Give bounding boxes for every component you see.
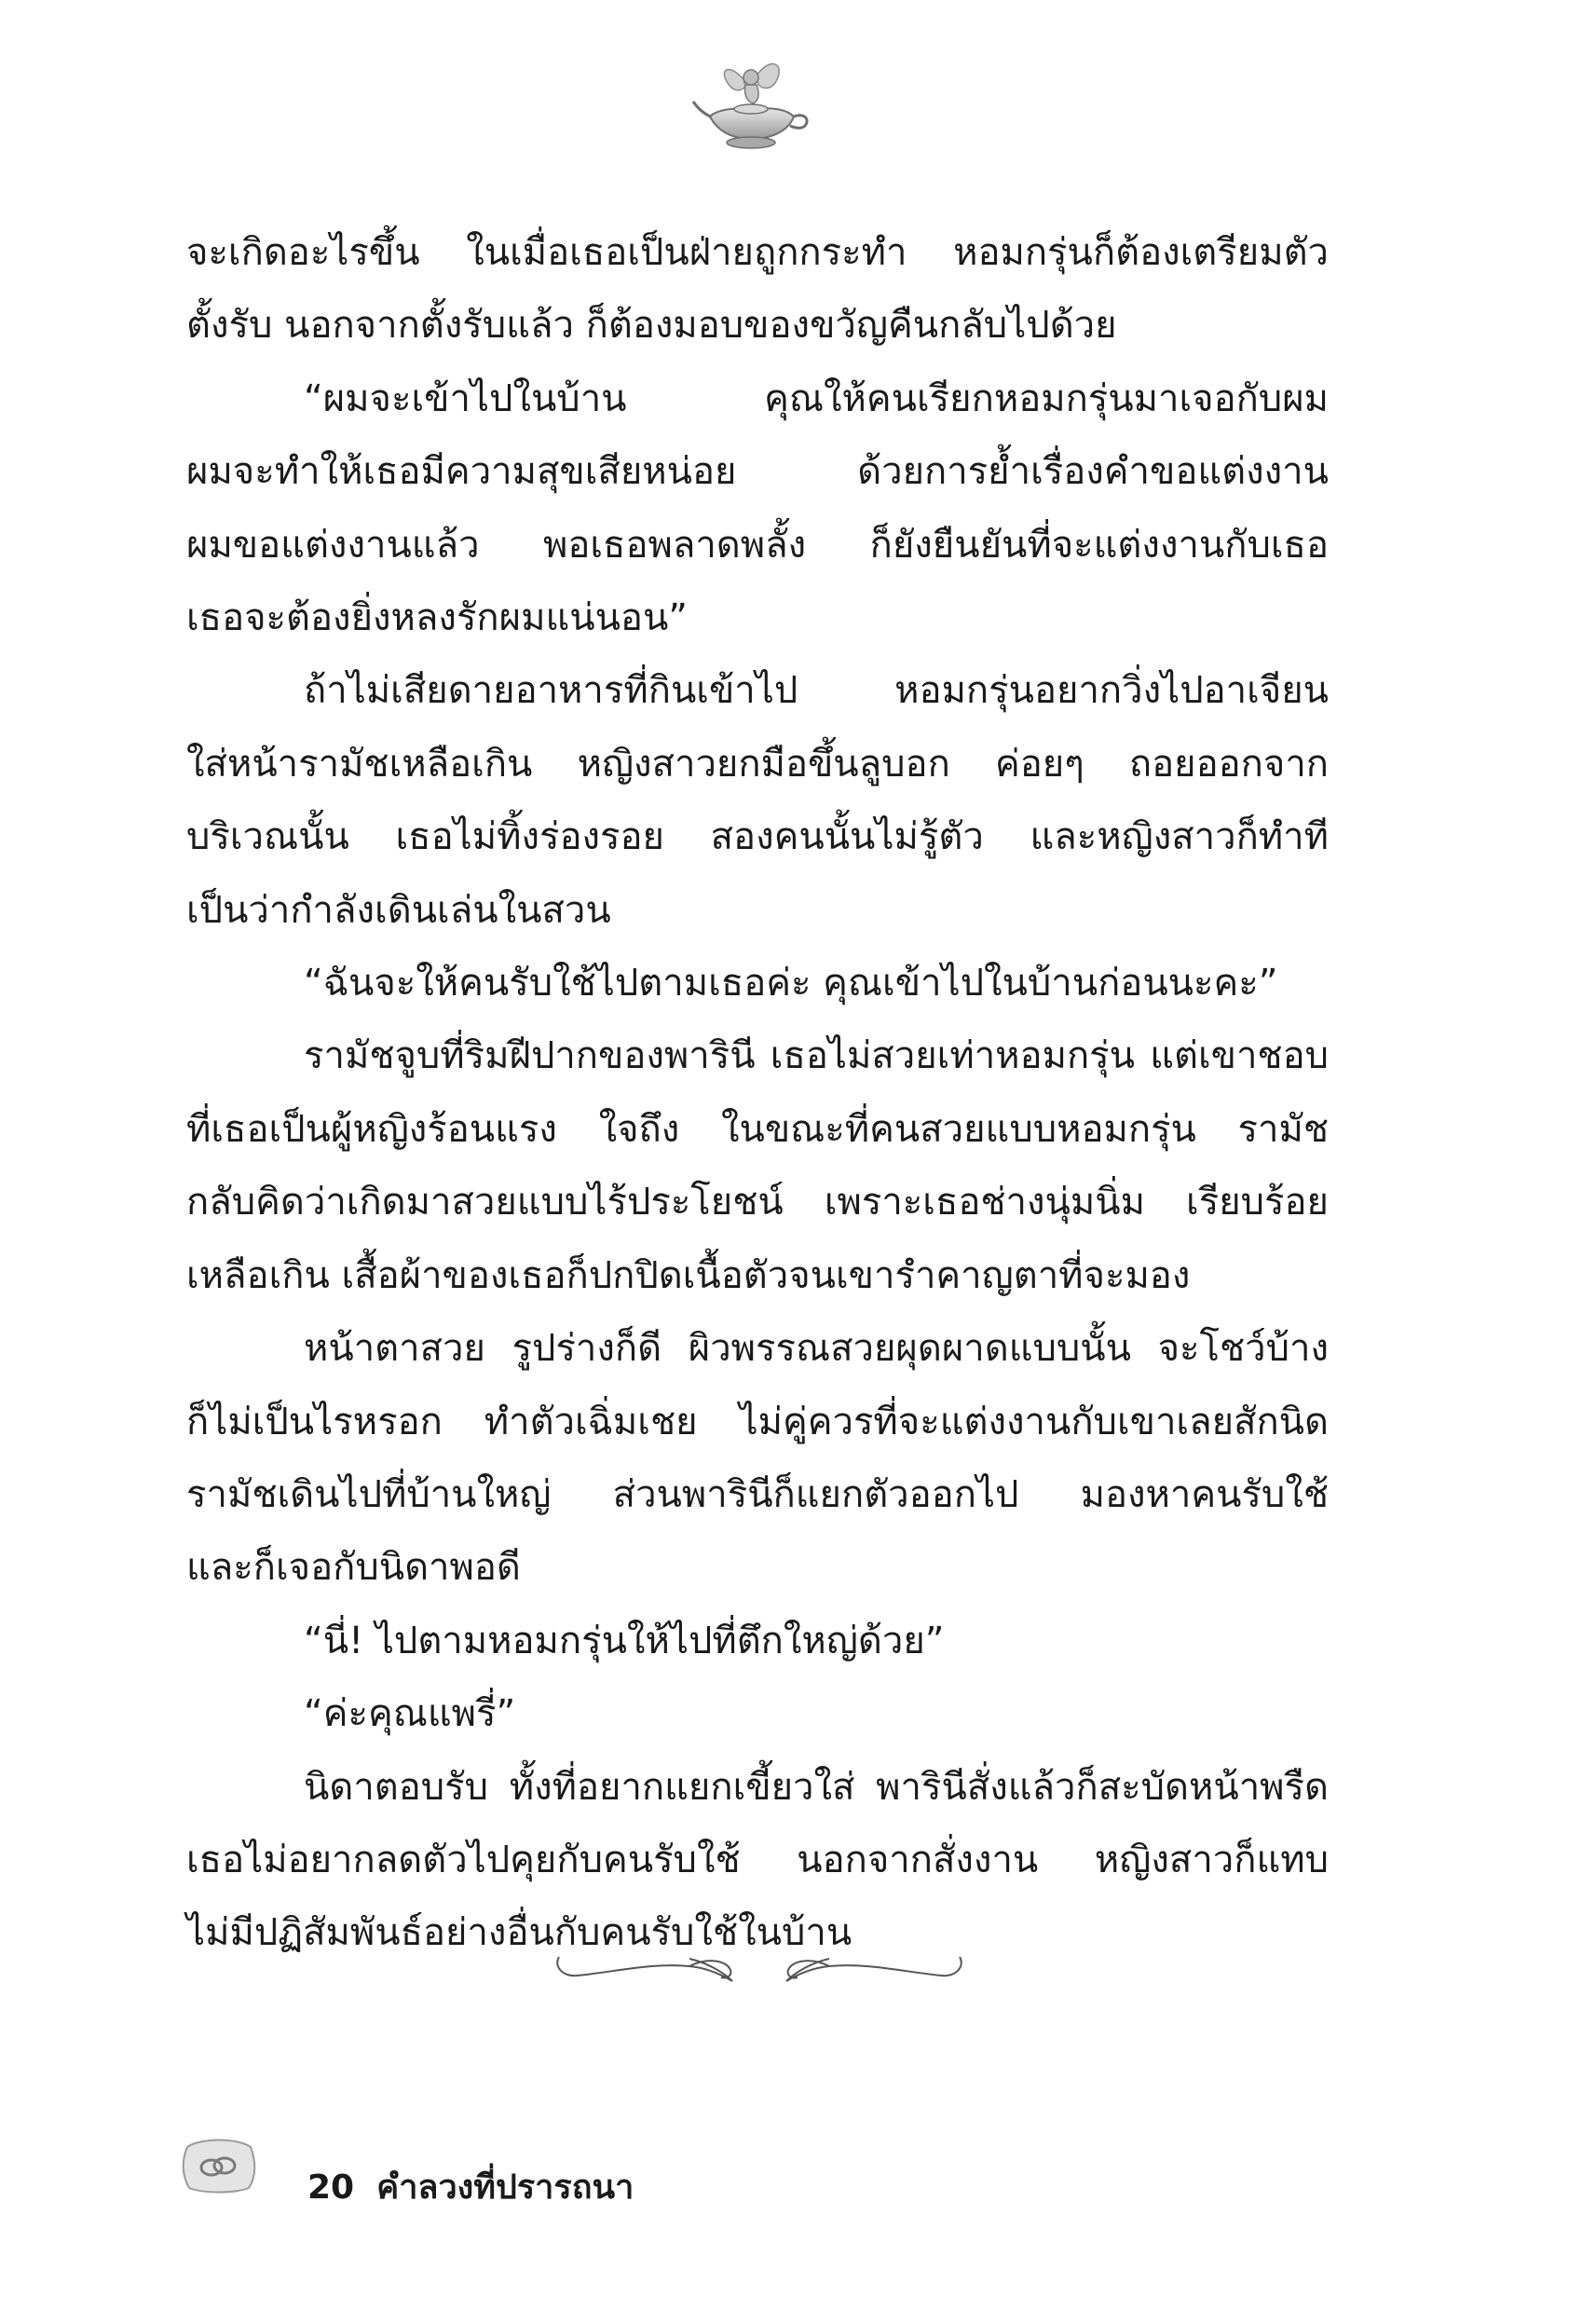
text-line: หน้าตาสวย รูปร่างก็ดี ผิวพรรณสวยผุดผาดแบบนั้น จะโชว์บ้าง: [304, 1327, 1329, 1371]
text-line: และก็เจอกับนิดาพอดี: [186, 1546, 521, 1590]
book-title: คำลวงที่ปรารถนา: [376, 2168, 634, 2207]
text-line: “นี่! ไปตามหอมกรุ่นให้ไปที่ตึกใหญ่ด้วย”: [304, 1619, 945, 1662]
page-number: 20: [307, 2168, 355, 2207]
text-line: “ค่ะคุณแพรี่”: [304, 1692, 516, 1736]
text-line: กลับคิดว่าเกิดมาสวยแบบไร้ประโยชน์ เพราะเธอช่างนุ่มนิ่ม เรียบร้อย: [186, 1181, 1329, 1224]
flourish-divider-icon: [550, 1938, 969, 1990]
text-line: เป็นว่ากำลังเดินเล่นในสวน: [186, 888, 611, 932]
cupid-lamp-icon: [689, 51, 820, 154]
body-text: [186, 216, 1329, 1970]
text-line: “ผมจะเข้าไปในบ้าน คุณให้คนเรียกหอมกรุ่นมาเจอกับผม: [304, 376, 1329, 420]
text-line: เธอไม่อยากลดตัวไปคุยกับคนรับใช้ นอกจากสั่งงาน หญิงสาวก็แทบ: [186, 1838, 1329, 1881]
page-footer: [307, 2160, 634, 2213]
rings-pillow-icon: [182, 2134, 256, 2195]
text-line: ผมขอแต่งงานแล้ว พอเธอพลาดพลั้ง ก็ยังยืนยันที่จะแต่งงานกับเธอ: [186, 523, 1329, 567]
text-line: เหลือเกิน เสื้อผ้าของเธอก็ปกปิดเนื้อตัวจนเขารำคาญตาที่จะมอง: [186, 1253, 1191, 1297]
text-line: ใส่หน้ารามัชเหลือเกิน หญิงสาวยกมือขึ้นลูบอก ค่อยๆ ถอยออกจาก: [186, 742, 1329, 786]
text-line: ตั้งรับ นอกจากตั้งรับแล้ว ก็ต้องมอบของขวัญคืนกลับไปด้วย: [186, 304, 1117, 348]
text-line: “ฉันจะให้คนรับใช้ไปตามเธอค่ะ คุณเข้าไปในบ้านก่อนนะคะ”: [304, 962, 1278, 1005]
text-line: รามัชจูบที่ริมฝีปากของพารินี เธอไม่สวยเท่าหอมกรุ่น แต่เขาชอบ: [304, 1034, 1329, 1078]
text-line: ก็ไม่เป็นไรหรอก ทำตัวเฉิ่มเชย ไม่คู่ควรที่จะแต่งงานกับเขาเลยสักนิด: [186, 1400, 1329, 1443]
text-line: เธอจะต้องยิ่งหลงรักผมแน่นอน”: [186, 596, 689, 640]
text-line: ผมจะทำให้เธอมีความสุขเสียหน่อย ด้วยการย้ำเรื่องคำขอแต่งงาน: [186, 450, 1329, 494]
text-line: ไม่มีปฏิสัมพันธ์อย่างอื่นกับคนรับใช้ในบ้าน: [186, 1911, 853, 1955]
text-line: บริเวณนั้น เธอไม่ทิ้งร่องรอย สองคนนั้นไม่รู้ตัว และหญิงสาวก็ทำที: [186, 815, 1329, 859]
text-line: รามัชเดินไปที่บ้านใหญ่ ส่วนพารินีก็แยกตัวออกไป มองหาคนรับใช้: [186, 1472, 1329, 1516]
text-line: ที่เธอเป็นผู้หญิงร้อนแรง ใจถึง ในขณะที่คนสวยแบบหอมกรุ่น รามัช: [186, 1107, 1329, 1151]
text-line: นิดาตอบรับ ทั้งที่อยากแยกเขี้ยวใส่ พารินีสั่งแล้วก็สะบัดหน้าพรืด: [304, 1765, 1329, 1809]
text-line: จะเกิดอะไรขึ้น ในเมื่อเธอเป็นฝ่ายถูกกระทำ หอมกรุ่นก็ต้องเตรียมตัว: [186, 231, 1329, 274]
text-line: ถ้าไม่เสียดายอาหารที่กินเข้าไป หอมกรุ่นอยากวิ่งไปอาเจียน: [304, 669, 1329, 713]
